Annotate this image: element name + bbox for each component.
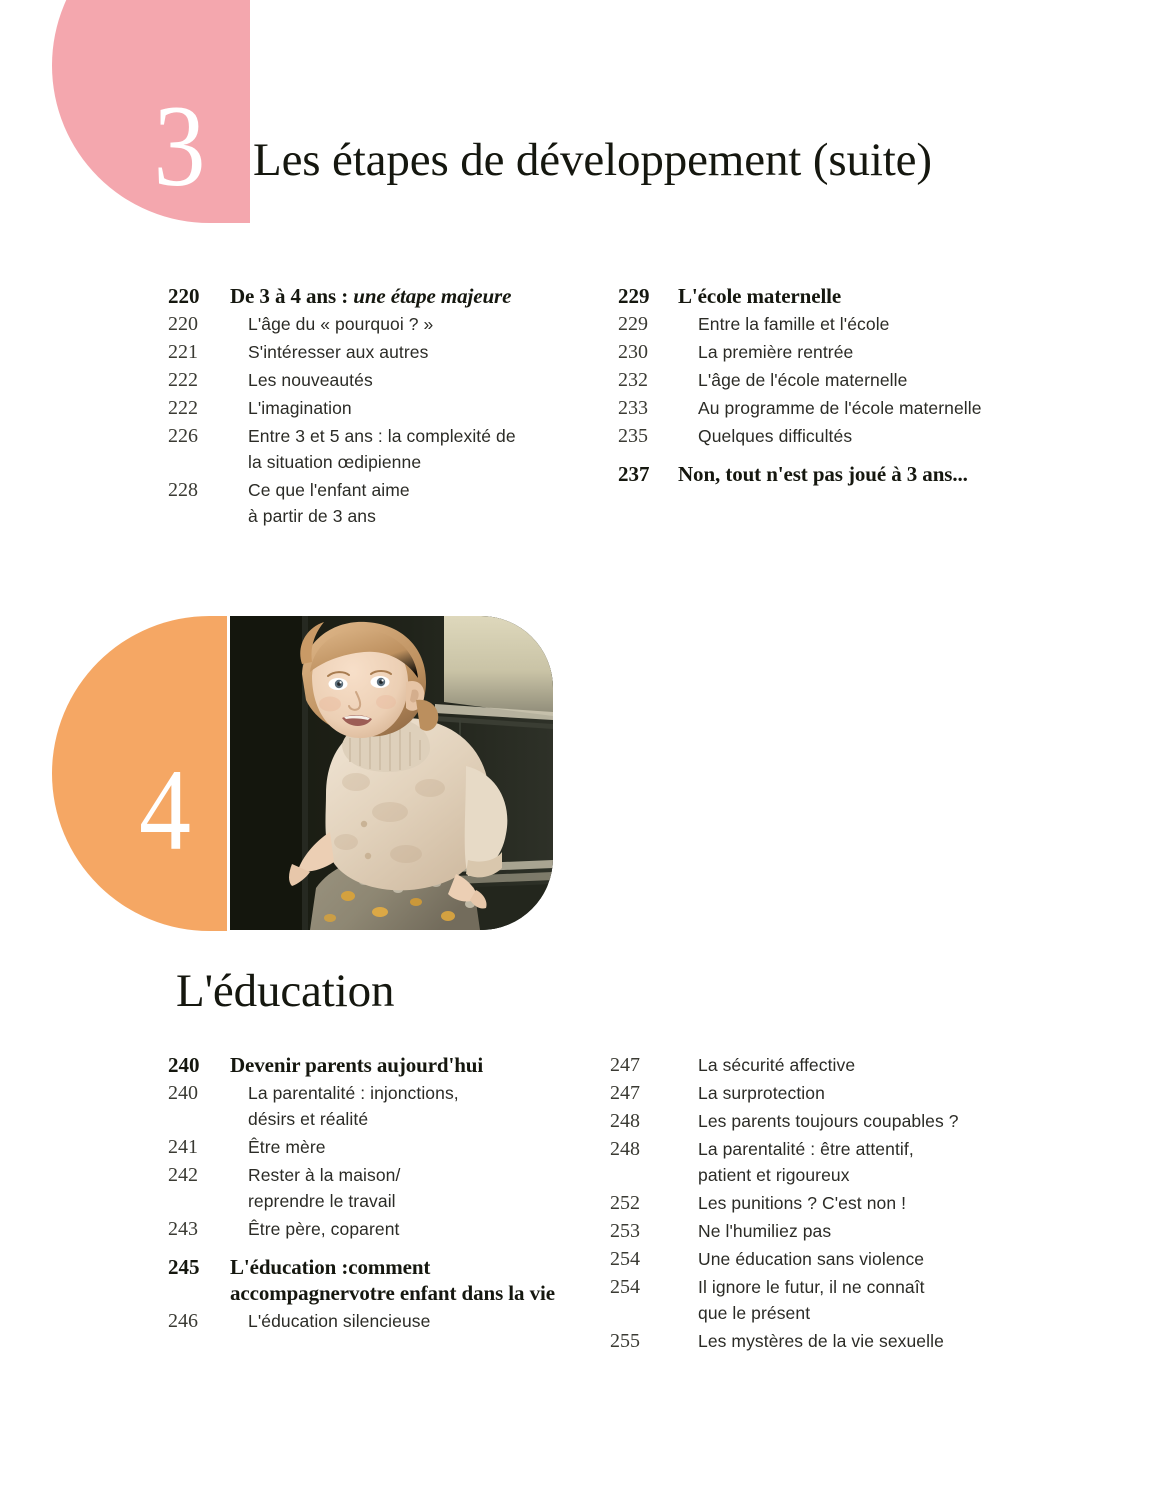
toc-label-line: Au programme de l'école maternelle xyxy=(698,398,982,418)
toc-page-number: 242 xyxy=(168,1164,198,1186)
toc-page-number: 222 xyxy=(168,369,198,391)
toc-label-line: Les parents toujours coupables ? xyxy=(698,1111,959,1131)
toc-entry-row[interactable] xyxy=(168,477,568,529)
toc-page-number: 246 xyxy=(168,1310,198,1332)
toc-entry-label xyxy=(698,367,907,393)
toc-entry-row[interactable] xyxy=(618,423,1048,449)
toc-entry-label xyxy=(678,283,841,309)
toc-entry-row[interactable] xyxy=(618,395,1048,421)
toc-label-line: Entre la famille et l'école xyxy=(698,314,890,334)
toc-label-line: Non, tout n'est pas joué à 3 ans... xyxy=(678,462,968,486)
toc-entry-row[interactable] xyxy=(168,1308,568,1334)
toc-label-line: Une éducation sans violence xyxy=(698,1249,925,1269)
toc-page-number: 247 xyxy=(610,1082,640,1104)
toc-entry-row[interactable] xyxy=(618,339,1048,365)
toc-label-line: L'imagination xyxy=(248,398,352,418)
toc-entry-label xyxy=(248,1134,326,1160)
chapter-4-number: 4 xyxy=(138,745,193,875)
toc-page-number: 226 xyxy=(168,425,198,447)
toc-entry-label xyxy=(230,1254,568,1306)
toc-label-line: Être père, coparent xyxy=(248,1219,400,1239)
toc-entry-row[interactable] xyxy=(610,1108,1040,1134)
toc-entry-label xyxy=(248,339,428,365)
toc-entry-label xyxy=(230,283,511,309)
chapter-4-toc-right-column xyxy=(610,1052,1040,1356)
toc-entry-label xyxy=(698,1328,944,1354)
toc-label-line: Les punitions ? C'est non ! xyxy=(698,1193,907,1213)
toc-page-number: 241 xyxy=(168,1136,198,1158)
toc-entry-row[interactable] xyxy=(168,367,568,393)
toc-label-line: votre enfant dans la vie xyxy=(348,1281,555,1305)
toc-section-row[interactable] xyxy=(168,1254,568,1306)
toc-page-number: 228 xyxy=(168,479,198,501)
toc-entry-label xyxy=(698,1108,959,1134)
toc-entry-label xyxy=(248,477,410,529)
toc-page-number: 240 xyxy=(168,1082,198,1104)
chapter-4-toc-left-column xyxy=(168,1052,568,1336)
toc-page-number: 220 xyxy=(168,284,200,308)
chapter-4-title: L'éducation xyxy=(176,965,395,1017)
toc-entry-row[interactable] xyxy=(168,395,568,421)
toc-page-number: 229 xyxy=(618,313,648,335)
toc-page-number: 252 xyxy=(610,1192,640,1214)
toc-section-row[interactable] xyxy=(618,461,1048,487)
toc-entry-label xyxy=(698,311,890,337)
toc-label-line: que le présent xyxy=(698,1303,811,1323)
toc-page-number: 248 xyxy=(610,1138,640,1160)
toc-page-number: 233 xyxy=(618,397,648,419)
toc-page-number: 232 xyxy=(618,369,648,391)
toc-entry-row[interactable] xyxy=(610,1136,1040,1188)
toc-page-number: 230 xyxy=(618,341,648,363)
toc-label-line: Ne l'humiliez pas xyxy=(698,1221,832,1241)
chapter-3-number: 3 xyxy=(153,81,207,211)
toc-entry-label xyxy=(230,1052,483,1078)
toc-page-number: 253 xyxy=(610,1220,640,1242)
toc-label-line: comment accompagner xyxy=(230,1255,431,1305)
toc-entry-label xyxy=(248,367,373,393)
toc-entry-label xyxy=(248,1162,400,1214)
toc-page-number: 229 xyxy=(618,284,650,308)
toc-page-number: 220 xyxy=(168,313,198,335)
toc-entry-row[interactable] xyxy=(168,423,568,475)
toc-page-number: 243 xyxy=(168,1218,198,1240)
toc-page-number: 240 xyxy=(168,1053,200,1077)
toc-label-italic: une étape majeure xyxy=(353,284,512,308)
toc-label-line: L'âge de l'école maternelle xyxy=(698,370,908,390)
toc-label-line: L'âge du « pourquoi ? » xyxy=(248,314,434,334)
toc-entry-row[interactable] xyxy=(610,1218,1040,1244)
toc-entry-label xyxy=(248,311,433,337)
toc-page-number: 247 xyxy=(610,1054,640,1076)
chapter-3-banner xyxy=(52,0,250,223)
toc-entry-row[interactable] xyxy=(618,367,1048,393)
toc-label-plain: De 3 à 4 ans : xyxy=(230,284,354,308)
toc-entry-label xyxy=(698,1136,914,1188)
toc-entry-row[interactable] xyxy=(610,1052,1040,1078)
toc-section-row[interactable] xyxy=(168,1052,568,1078)
toc-entry-label xyxy=(698,423,852,449)
chapter-3-toc-right-column xyxy=(618,283,1048,489)
toc-entry-row[interactable] xyxy=(168,1162,568,1214)
toc-label-line: Ce que l'enfant aime xyxy=(248,480,410,500)
toc-page-number: 222 xyxy=(168,397,198,419)
toc-label-line: Il ignore le futur, il ne connaît xyxy=(698,1277,925,1297)
toc-page-number: 245 xyxy=(168,1255,200,1279)
toc-entry-row[interactable] xyxy=(610,1274,1040,1326)
chapter-3-title: Les étapes de développement (suite) xyxy=(253,134,932,186)
toc-label-line: La surprotection xyxy=(698,1083,825,1103)
toc-label-line: Devenir parents aujourd'hui xyxy=(230,1053,484,1077)
toc-entry-row[interactable] xyxy=(610,1190,1040,1216)
toc-entry-label xyxy=(678,461,968,487)
toc-label-line: désirs et réalité xyxy=(248,1109,369,1129)
toc-label-line: Entre 3 et 5 ans : la complexité de xyxy=(248,426,516,446)
toc-page-number: 254 xyxy=(610,1276,640,1298)
toc-label-line: patient et rigoureux xyxy=(698,1165,850,1185)
chapter-4-banner xyxy=(52,616,227,931)
toc-label-line: Quelques difficultés xyxy=(698,426,853,446)
toc-page-number: 248 xyxy=(610,1110,640,1132)
toc-label-line: la situation œdipienne xyxy=(248,452,422,472)
toc-label-line: L'école maternelle xyxy=(678,284,842,308)
toc-entry-label xyxy=(698,1190,906,1216)
toc-entry-label xyxy=(248,1216,399,1242)
toc-entry-row[interactable] xyxy=(168,311,568,337)
toc-label-line: L'éducation : xyxy=(230,1255,349,1279)
toc-label-line: à partir de 3 ans xyxy=(248,506,376,526)
toc-page-number: 254 xyxy=(610,1248,640,1270)
chapter-4-photo xyxy=(230,616,553,930)
toc-page-number: 237 xyxy=(618,462,650,486)
chapter-3-toc-left-column xyxy=(168,283,568,531)
toc-entry-label xyxy=(248,1308,430,1334)
toc-label-line: La sécurité affective xyxy=(698,1055,856,1075)
toc-page-number: 235 xyxy=(618,425,648,447)
toc-label-line: L'éducation silencieuse xyxy=(248,1311,431,1331)
toc-entry-row[interactable] xyxy=(168,1080,568,1132)
toc-entry-label xyxy=(698,1080,825,1106)
toc-entry-label xyxy=(248,395,352,421)
toc-entry-label xyxy=(248,1080,459,1132)
toc-label-line: Les mystères de la vie sexuelle xyxy=(698,1331,944,1351)
toc-label-line: S'intéresser aux autres xyxy=(248,342,429,362)
toc-entry-row[interactable] xyxy=(610,1246,1040,1272)
toc-entry-label xyxy=(698,1052,855,1078)
toc-entry-label xyxy=(248,423,516,475)
toc-entry-row[interactable] xyxy=(610,1328,1040,1354)
toc-entry-row[interactable] xyxy=(168,1134,568,1160)
toc-entry-label xyxy=(698,1218,831,1244)
toc-entry-label xyxy=(698,1274,925,1326)
toc-page-number: 255 xyxy=(610,1330,640,1352)
toc-entry-label xyxy=(698,1246,924,1272)
toc-entry-label xyxy=(698,339,853,365)
toc-section-row[interactable] xyxy=(618,283,1048,309)
toc-label-line: La parentalité : être attentif, xyxy=(698,1139,914,1159)
toc-label-line: Rester à la maison/ xyxy=(248,1165,401,1185)
toc-entry-row[interactable] xyxy=(168,339,568,365)
toc-section-row[interactable] xyxy=(168,283,568,309)
toc-entry-label xyxy=(698,395,982,421)
toc-label-line: La première rentrée xyxy=(698,342,854,362)
toc-label-line: La parentalité : injonctions, xyxy=(248,1083,459,1103)
toc-entry-row[interactable] xyxy=(618,311,1048,337)
toc-entry-row[interactable] xyxy=(168,1216,568,1242)
toc-page-number: 221 xyxy=(168,341,198,363)
toc-label-line: Les nouveautés xyxy=(248,370,373,390)
toc-label-line: reprendre le travail xyxy=(248,1191,396,1211)
toc-label-line: Être mère xyxy=(248,1137,326,1157)
toc-entry-row[interactable] xyxy=(610,1080,1040,1106)
